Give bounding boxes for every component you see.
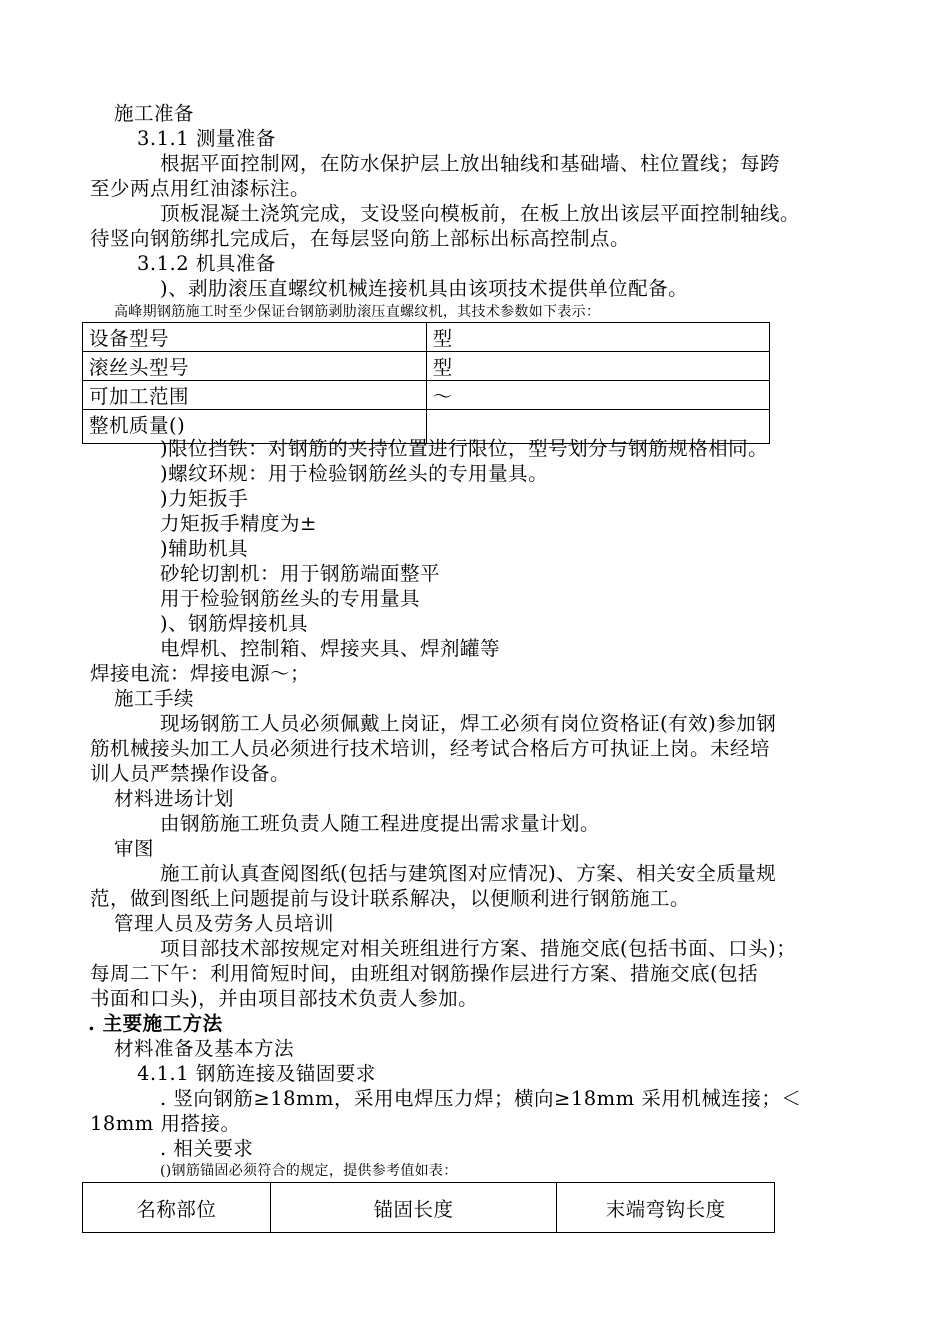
table-cell-value: 型 [426, 352, 769, 381]
heading-3-1-2: 3.1.2 机具准备 [137, 252, 276, 275]
machine-spec-table [82, 322, 770, 444]
table-row [83, 381, 770, 410]
table-header-cell: 锚固长度 [270, 1183, 556, 1233]
anchorage-table [82, 1182, 775, 1233]
paragraph-line: . 相关要求 [160, 1137, 254, 1160]
paragraph-line: 电焊机、控制箱、焊接夹具、焊剂罐等 [160, 637, 501, 660]
section-heading: 管理人员及劳务人员培训 [114, 912, 335, 935]
table-cell-value: ～ [426, 381, 769, 410]
table-row [83, 352, 770, 381]
table-row [83, 323, 770, 352]
paragraph-line: 焊接电流：焊接电源～； [90, 662, 311, 685]
table-cell-value: 型 [426, 323, 769, 352]
paragraph-line: )、剥肋滚压直螺纹机械连接机具由该项技术提供单位配备。 [160, 277, 689, 300]
paragraph-line: )螺纹环规：用于检验钢筋丝头的专用量具。 [160, 462, 549, 485]
paragraph-line: . 竖向钢筋≥18mm，采用电焊压力焊；横向≥18mm 采用机械连接；＜ [160, 1087, 802, 1110]
table-cell-label: 滚丝头型号 [83, 352, 427, 381]
section-heading: 审图 [114, 837, 155, 860]
paragraph-line: 训人员严禁操作设备。 [90, 762, 291, 785]
section-heading: 材料准备及基本方法 [114, 1037, 295, 1060]
paragraph-line: 至少两点用红油漆标注。 [90, 177, 311, 200]
paragraph-line: 待竖向钢筋绑扎完成后，在每层竖向筋上部标出标高控制点。 [90, 227, 631, 250]
heading-4-1-1: 4.1.1 钢筋连接及锚固要求 [137, 1062, 376, 1085]
paragraph-line: )辅助机具 [160, 537, 249, 560]
paragraph-line: 现场钢筋工人员必须佩戴上岗证，焊工必须有岗位资格证(有效)参加钢 [160, 712, 777, 735]
paragraph-line: 施工前认真查阅图纸(包括与建筑图对应情况)、方案、相关安全质量规 [160, 862, 777, 885]
paragraph-line: 筋机械接头加工人员必须进行技术培训，经考试合格后方可执证上岗。未经培 [90, 737, 771, 760]
table-cell-label: 可加工范围 [83, 381, 427, 410]
paragraph-line: 书面和口头)，并由项目部技术负责人参加。 [90, 987, 479, 1010]
paragraph-line: 砂轮切割机：用于钢筋端面整平 [160, 562, 441, 585]
paragraph-line: 根据平面控制网，在防水保护层上放出轴线和基础墙、柱位置线；每跨 [160, 152, 781, 175]
table-caption: 高峰期钢筋施工时至少保证台钢筋剥肋滚压直螺纹机，其技术参数如下表示： [114, 304, 601, 320]
paragraph-line: 18mm 用搭接。 [90, 1112, 241, 1135]
paragraph-line: 用于检验钢筋丝头的专用量具 [160, 587, 421, 610]
paragraph-line: )限位挡铁：对钢筋的夹持位置进行限位，型号划分与钢筋规格相同。 [160, 437, 769, 460]
heading-construction-prep: 施工准备 [114, 102, 195, 125]
paragraph-line: 力矩扳手精度为± [160, 512, 317, 535]
section-heading: 施工手续 [114, 687, 195, 710]
paragraph-line: 范，做到图纸上问题提前与设计联系解决，以便顺利进行钢筋施工。 [90, 887, 691, 910]
table-caption: ()钢筋锚固必须符合的规定，提供参考值如表： [160, 1163, 458, 1179]
paragraph-line: 每周二下午：利用简短时间，由班组对钢筋操作层进行方案、措施交底(包括 [90, 962, 759, 985]
table-header-row [83, 1183, 775, 1233]
paragraph-line: 顶板混凝土浇筑完成，支设竖向模板前，在板上放出该层平面控制轴线。 [160, 202, 801, 225]
chapter-heading: . 主要施工方法 [88, 1012, 223, 1035]
table-cell-label: 设备型号 [83, 323, 427, 352]
paragraph-line: )力矩扳手 [160, 487, 249, 510]
table-cell-label: 整机质量() [83, 410, 427, 444]
section-heading: 材料进场计划 [114, 787, 235, 810]
paragraph-line: 由钢筋施工班负责人随工程进度提出需求量计划。 [160, 812, 601, 835]
heading-3-1-1: 3.1.1 测量准备 [137, 127, 276, 150]
paragraph-line: 项目部技术部按规定对相关班组进行方案、措施交底(包括书面、口头)； [160, 937, 797, 960]
table-header-cell: 名称部位 [83, 1183, 271, 1233]
paragraph-line: )、钢筋焊接机具 [160, 612, 309, 635]
table-header-cell: 末端弯钩长度 [557, 1183, 775, 1233]
